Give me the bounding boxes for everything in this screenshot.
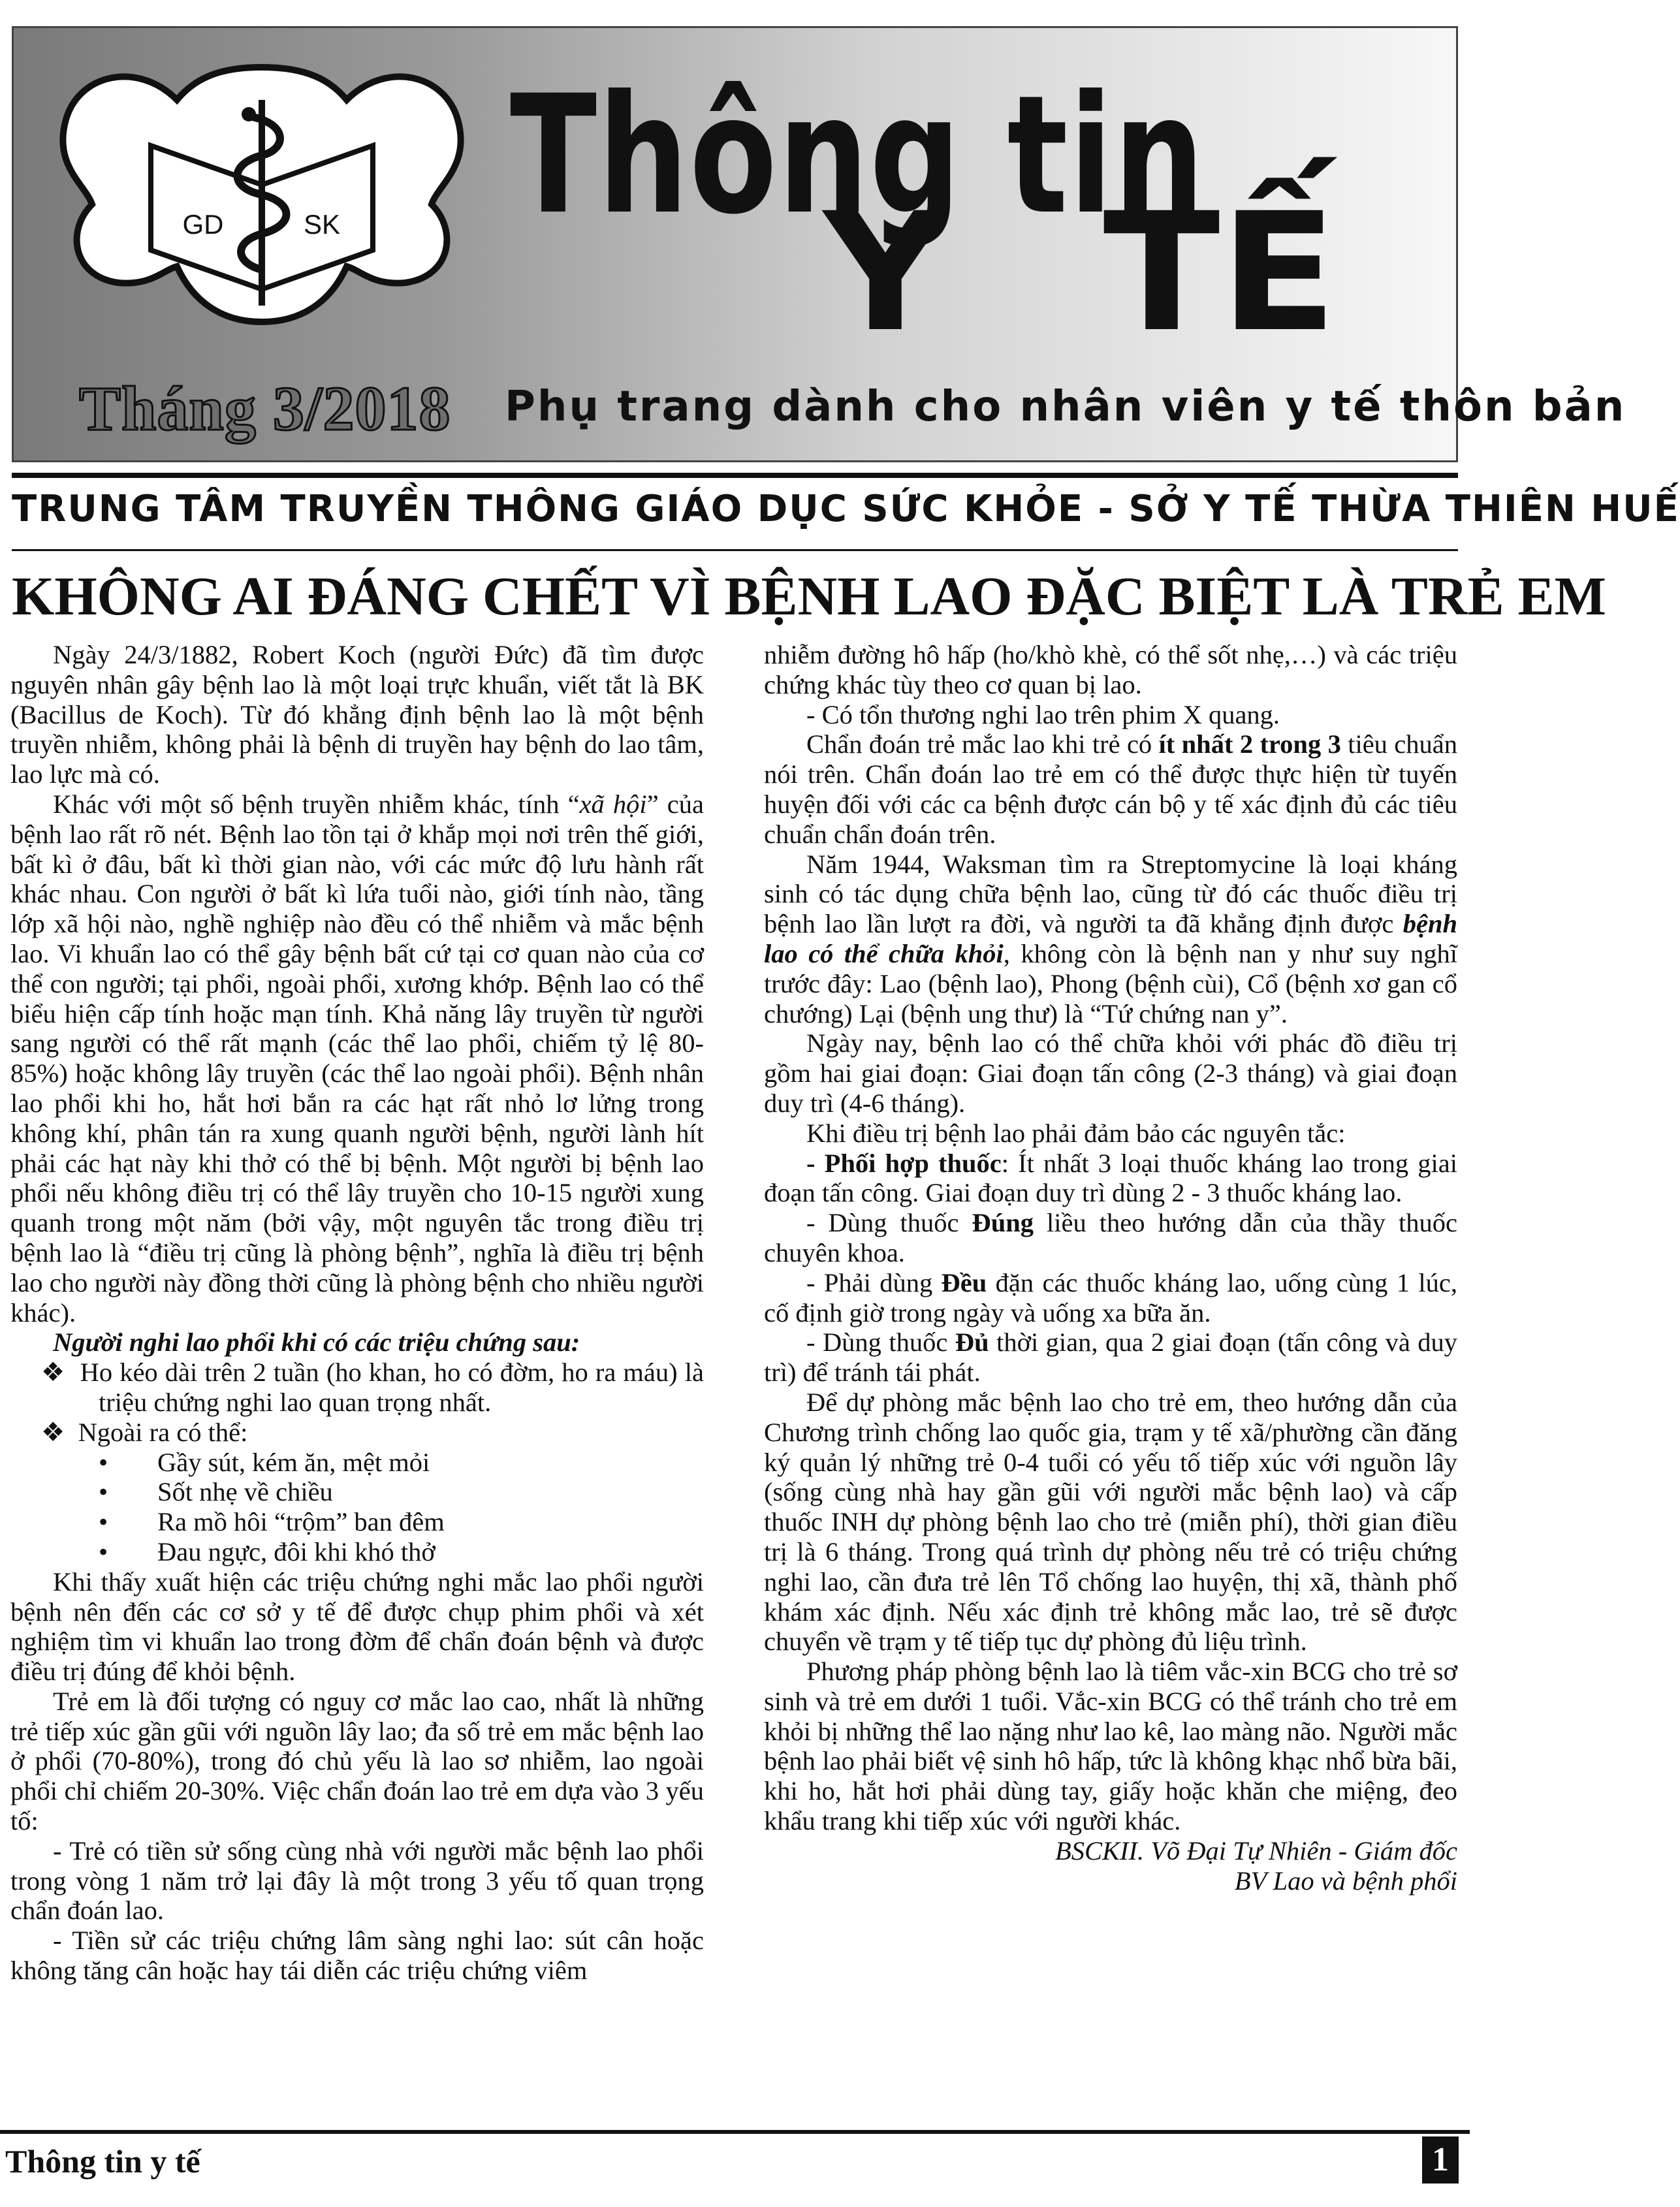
author-signature: BSCKII. Võ Đại Tự Nhiên - Giám đốc: [1054, 1835, 1457, 1866]
logo-text-right: SK: [303, 209, 341, 240]
paragraph: Ngày 24/3/1882, Robert Koch (người Đức) đã tìm được nguyên nhân gây bệnh lao là một loại trực khuẩn, viết tắt là BK (Bacillus de Koch). Từ đó khẳng định bệnh lao là một bệnh truyền nhiễm, không phải là bệnh di truyền hay bệnh do lao tâm, lao lực mà có.: [10, 640, 704, 789]
bullet-icon: •: [99, 1507, 108, 1537]
health-education-logo: [53, 54, 471, 335]
principle-item: - Phối hợp thuốc: Ít nhất 3 loại thuốc kháng lao trong giai đoạn tấn công. Giai đoạn duy trì dùng 2 - 3 thuốc kháng lao.: [764, 1148, 1458, 1208]
list-item: ❖ Ngoài ra có thể:: [41, 1417, 248, 1447]
title-bottom: Y TẾ: [823, 178, 1337, 368]
org-name: TRUNG TÂM TRUYỀN THÔNG GIÁO DỤC SỨC KHỎE - SỞ Y TẾ THỪA THIÊN HUẾ: [12, 488, 1680, 530]
article-headline: KHÔNG AI ĐÁNG CHẾT VÌ BỆNH LAO ĐẶC BIỆT LÀ TRẺ EM: [12, 566, 1606, 627]
title-top: Thông tin: [510, 60, 1206, 250]
right-column: [764, 640, 1457, 1896]
bullet-icon: •: [99, 1447, 108, 1477]
paragraph: Năm 1944, Waksman tìm ra Streptomycine là loại kháng sinh có tác dụng chữa bệnh lao, cũng từ đó các thuốc điều trị bệnh lao lần lượt ra đời, và người ta đã khẳng định được bệnh lao có thể chữa khỏi, không còn là bệnh nan y như suy nghĩ trước đây: Lao (bệnh lao), Phong (bệnh cùi), Cổ (bệnh xơ gan cổ chướng) Lại (bệnh ung thư) là “Tứ chứng nan y”.: [764, 849, 1457, 1028]
paragraph: - Tiền sử các triệu chứng lâm sàng nghi lao: sút cân hoặc không tăng cân hoặc hay tái diễn các triệu chứng viêm: [10, 1926, 704, 1986]
paragraph: - Trẻ có tiền sử sống cùng nhà với người mắc bệnh lao phổi trong vòng 1 năm trở lại đây là một trong 3 yếu tố quan trọng chẩn đoán lao.: [10, 1835, 704, 1926]
author-affiliation: BV Lao và bệnh phổi: [1234, 1866, 1457, 1896]
footer-title: Thông tin y tế: [5, 2143, 200, 2180]
list-item: • Ra mồ hôi “trộm” ban đêm: [10, 1507, 704, 1537]
paragraph: Chẩn đoán trẻ mắc lao khi trẻ có ít nhất 2 trong 3 tiêu chuẩn nói trên. Chẩn đoán lao trẻ em có thể được thực hiện từ tuyến huyện đối với các ca bệnh được cán bộ y tế xác định đủ các tiêu chuẩn chẩn đoán trên.: [764, 729, 1458, 849]
paragraph: Khác với một số bệnh truyền nhiễm khác, tính “xã hội” của bệnh lao rất rõ nét. Bệnh lao tồn tại ở khắp mọi nơi trên thế giới, bất kì ở đâu, bất kì thời gian nào, với các mức độ lưu hành rất khác nhau. Con người ở bất kì lứa tuổi nào, giới tính nào, tầng lớp xã hội nào, nghề nghiệp nào đều có thể nhiễm và mắc bệnh lao. Vi khuẩn lao có thể gây bệnh bất cứ tại cơ quan nào của cơ thể con người; tại phổi, ngoài phổi, xương khớp. Bệnh lao có thể biểu hiện cấp tính hoặc mạn tính. Khả năng lây truyền từ người sang người có thể rất mạnh (các thể lao phổi, chiếm tỷ lệ 80-85%) hoặc không lây truyền (các thể lao ngoài phổi). Bệnh nhân lao phổi khi ho, hắt hơi bắn ra các hạt rất nhỏ lơ lửng trong không khí, phân tán ra xung quanh người bệnh, người lành hít phải các hạt này khi thở có thể bị bệnh. Một người bị bệnh lao phổi nếu không điều trị có thể lây truyền cho 10-15 người xung quanh trong một năm (bởi vậy, một nguyên tắc trong điều trị bệnh lao là “điều trị cũng là phòng bệnh”, nghĩa là điều trị bệnh lao cho người này đồng thời cũng là phòng bệnh cho nhiều người khác).: [10, 789, 704, 1327]
left-column: [10, 640, 704, 1986]
paragraph: Để dự phòng mắc bệnh lao cho trẻ em, theo hướng dẫn của Chương trình chống lao quốc gia, trạm y tế xã/phường cần đăng ký quản lý những trẻ 0-4 tuổi có yếu tố tiếp xúc với nguồn lây (sống cùng nhà hay gần gũi với người mắc bệnh lao) và cấp thuốc INH dự phòng bệnh lao cho trẻ (miễn phí), thời gian điều trị là 6 tháng. Trong quá trình dự phòng nếu trẻ có triệu chứng nghi lao, cần đưa trẻ lên Tổ chống lao huyện, thị xã, thành phố khám xác định. Nếu xác định trẻ không mắc lao, trẻ sẽ được chuyển về trạm y tế tiếp tục dự phòng đủ liệu trình.: [764, 1387, 1457, 1657]
issue-date: Tháng 3/2018: [79, 373, 451, 443]
list-item: • Gầy sút, kém ăn, mệt mỏi: [10, 1448, 704, 1478]
paragraph: Ngày nay, bệnh lao có thể chữa khỏi với phác đồ điều trị gồm hai giai đoạn: Giai đoạn tấn công (2-3 tháng) và giai đoạn duy trì (4-6 tháng).: [764, 1028, 1457, 1118]
list-item: • Sốt nhẹ về chiều: [10, 1477, 704, 1507]
masthead: [12, 26, 1626, 462]
paragraph: Khi thấy xuất hiện các triệu chứng nghi mắc lao phổi người bệnh nên đến các cơ sở y tế để được chụp phim phổi và xét nghiệm tìm vi khuẩn lao trong đờm để chẩn đoán bệnh và được điều trị đúng để khỏi bệnh.: [10, 1566, 704, 1687]
org-rule-bottom: [12, 549, 1458, 551]
logo-text-left: GD: [182, 209, 224, 240]
list-item: ❖ Ho kéo dài trên 2 tuần (ho khan, ho có đờm, ho ra máu) là triệu chứng nghi lao quan trọng nhất.: [41, 1358, 704, 1417]
paragraph: Khi điều trị bệnh lao phải đảm bảo các nguyên tắc:: [806, 1118, 1346, 1148]
list-item: • Đau ngực, đôi khi khó thở: [10, 1537, 704, 1567]
principle-item: - Phải dùng Đều đặn các thuốc kháng lao, uống cùng 1 lúc, cố định giờ trong ngày và uống xa bữa ăn.: [764, 1267, 1457, 1327]
paragraph: nhiễm đường hô hấp (ho/khò khè, có thể sốt nhẹ,…) và các triệu chứng khác tùy theo cơ quan bị lao.: [764, 640, 1457, 699]
symptom-heading: Người nghi lao phổi khi có các triệu chứng sau:: [53, 1327, 580, 1358]
org-rule-top: [12, 473, 1458, 478]
page-number: 1: [1422, 2136, 1459, 2183]
footer-rule: [0, 2130, 1470, 2134]
paragraph: Trẻ em là đối tượng có nguy cơ mắc lao cao, nhất là những trẻ tiếp xúc gần gũi với nguồn lây lao; đa số trẻ em mắc bệnh lao ở phổi (70-80%), trong đó chủ yếu là lao sơ nhiễm, lao ngoài phổi chỉ chiếm 20-30%. Việc chẩn đoán lao trẻ em dựa vào 3 yếu tố:: [10, 1686, 704, 1836]
paragraph: Phương pháp phòng bệnh lao là tiêm vắc-xin BCG cho trẻ sơ sinh và trẻ em dưới 1 tuổi. Vắc-xin BCG có thể tránh cho trẻ em khỏi bị những thể lao nặng như lao kê, lao màng não. Người mắc bệnh lao phải biết vệ sinh hô hấp, tức là không khạc nhổ bừa bãi, khi ho, hắt hơi phải dùng tay, giấy hoặc khăn che miệng, đeo khẩu trang khi tiếp xúc với người khác.: [764, 1657, 1457, 1836]
bullet-icon: •: [99, 1477, 108, 1507]
subtitle: Phụ trang dành cho nhân viên y tế thôn bản: [505, 383, 1626, 431]
principle-item: - Dùng thuốc Đủ thời gian, qua 2 giai đoạn (tấn công và duy trì) để tránh tái phát.: [764, 1327, 1458, 1388]
bullet-icon: •: [99, 1536, 108, 1566]
principle-item: - Dùng thuốc Đúng liều theo hướng dẫn của thầy thuốc chuyên khoa.: [764, 1208, 1457, 1267]
diamond-bullet-icon: ❖: [41, 1417, 65, 1447]
diamond-bullet-icon: ❖: [41, 1358, 66, 1388]
paragraph: - Có tổn thương nghi lao trên phim X quang.: [806, 699, 1280, 729]
